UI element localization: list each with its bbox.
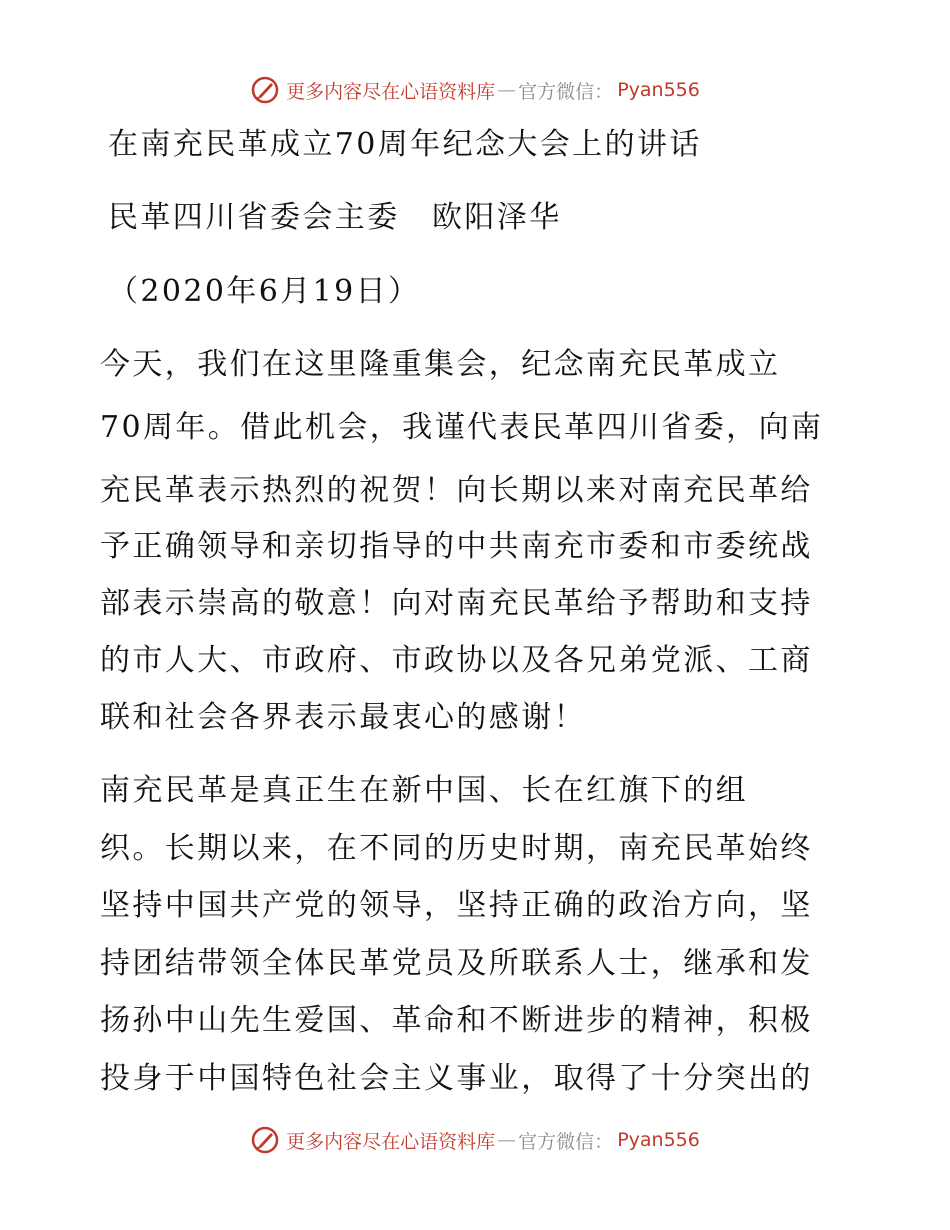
watermark-text: 更多内容尽在心语资料库 — [286, 1130, 496, 1153]
paragraph1-line: 充民革表示热烈的祝贺！向长期以来对南充民革给 — [100, 473, 813, 508]
watermark-separator: — — [497, 79, 517, 101]
speaker-line: 民革四川省委会主委 欧阳泽华 — [108, 200, 562, 235]
watermark-wechat-id: Pyan556 — [617, 1129, 700, 1151]
speech-title: 在南充民革成立70周年纪念大会上的讲话 — [108, 127, 702, 162]
speech-date: （2020年6月19日） — [108, 274, 421, 309]
watermark-text: 更多内容尽在心语资料库 — [286, 80, 496, 103]
watermark-official-label: 官方微信： — [518, 1130, 614, 1153]
paragraph2-line: 投身于中国特色社会主义事业，取得了十分突出的 — [100, 1061, 813, 1096]
quill-logo-icon — [250, 1125, 280, 1155]
paragraph2-line: 坚持中国共产党的领导，坚持正确的政治方向，坚 — [100, 888, 813, 923]
header-watermark — [0, 70, 950, 110]
paragraph1-line: 的市人大、市政府、市政协以及各兄弟党派、工商 — [100, 643, 813, 678]
paragraph1-line: 70周年。借此机会，我谨代表民革四川省委，向南 — [100, 410, 824, 445]
footer-watermark — [0, 1120, 950, 1160]
paragraph1-line: 联和社会各界表示最衷心的感谢！ — [100, 700, 586, 735]
paragraph1-line: 部表示崇高的敬意！向对南充民革给予帮助和支持 — [100, 586, 813, 621]
paragraph2-line: 扬孙中山先生爱国、革命和不断进步的精神，积极 — [100, 1003, 813, 1038]
paragraph1-line: 予正确领导和亲切指导的中共南充市委和市委统战 — [100, 529, 813, 564]
watermark-separator: — — [497, 1129, 517, 1151]
paragraph2-line: 持团结带领全体民革党员及所联系人士，继承和发 — [100, 946, 813, 981]
watermark-wechat-id: Pyan556 — [617, 79, 700, 101]
paragraph2-line: 南充民革是真正生在新中国、长在红旗下的组 — [100, 773, 748, 808]
quill-logo-icon — [250, 75, 280, 105]
watermark-official-label: 官方微信： — [518, 80, 614, 103]
paragraph1-line: 今天，我们在这里隆重集会，纪念南充民革成立 — [100, 347, 781, 382]
paragraph2-line: 织。长期以来，在不同的历史时期，南充民革始终 — [100, 831, 813, 866]
